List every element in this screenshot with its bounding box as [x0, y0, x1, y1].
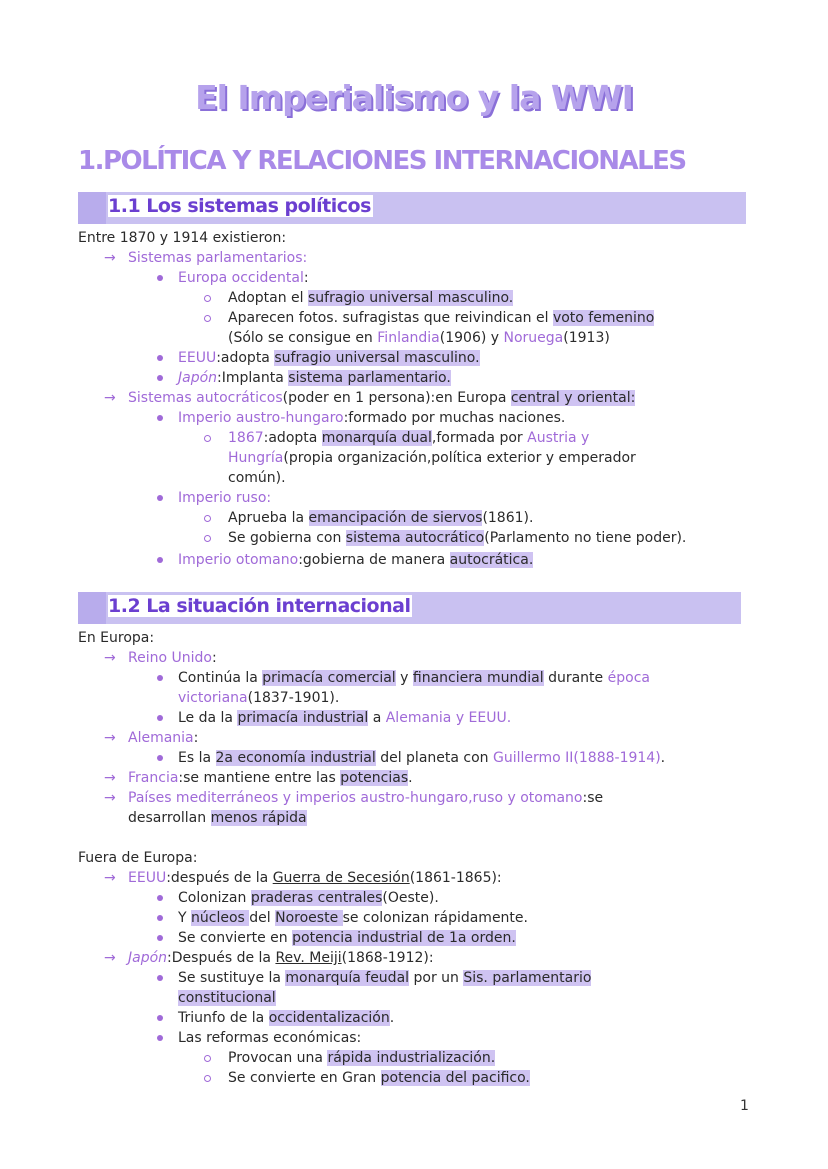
arrow-icon: → [104, 390, 116, 406]
label-fuera-europa: Fuera de Europa: [78, 850, 198, 866]
arrow-icon: → [104, 950, 116, 966]
label-eeuu: EEUU:después de la Guerra de Secesión(1861-1865): [128, 870, 502, 886]
bullet-icon [157, 935, 163, 941]
arrow-icon: → [104, 770, 116, 786]
page-number: 1 [740, 1098, 749, 1114]
arrow-icon: → [104, 250, 116, 266]
list-item-continuation: constitucional [178, 990, 276, 1006]
list-item: Se convierte en Gran potencia del pacifico. [228, 1070, 530, 1086]
list-item: Le da la primacía industrial a Alemania y EEUU. [178, 710, 512, 726]
label-japon: Japón:Después de la Rev. Meiji(1868-1912): [128, 950, 434, 966]
bullet-icon [157, 975, 163, 981]
list-item: Adoptan el sufragio universal masculino. [228, 290, 514, 306]
bullet-icon [157, 355, 163, 361]
label-parlamentarios: Sistemas parlamentarios: [128, 250, 308, 266]
list-item: Y núcleos del Noroeste se colonizan rápidamente. [178, 910, 528, 926]
circle-bullet-icon [204, 1055, 211, 1062]
subheading-marker [78, 592, 106, 624]
label-autocraticos: Sistemas autocráticos(poder en 1 persona):en Europa central y oriental: [128, 390, 636, 406]
label-francia: Francia:se mantiene entre las potencias. [128, 770, 413, 786]
circle-bullet-icon [204, 1075, 211, 1082]
circle-bullet-icon [204, 535, 211, 542]
bullet-icon [157, 495, 163, 501]
list-item: Se gobierna con sistema autocrático(Parlamento no tiene poder). [228, 530, 687, 546]
label-alemania: Alemania: [128, 730, 199, 746]
list-item: Las reformas económicas: [178, 1030, 362, 1046]
arrow-icon: → [104, 870, 116, 886]
bullet-icon [157, 915, 163, 921]
circle-bullet-icon [204, 515, 211, 522]
list-item-continuation: victoriana(1837-1901). [178, 690, 340, 706]
list-item: Continúa la primacía comercial y financiera mundial durante época [178, 670, 650, 686]
list-item-continuation: desarrollan menos rápida [128, 810, 307, 826]
bullet-icon [157, 275, 163, 281]
bullet-icon [157, 895, 163, 901]
arrow-icon: → [104, 730, 116, 746]
circle-bullet-icon [204, 295, 211, 302]
bullet-icon [157, 1015, 163, 1021]
list-item: Aparecen fotos. sufragistas que reivindican el voto femenino [228, 310, 655, 326]
list-item: Se convierte en potencia industrial de 1a orden. [178, 930, 516, 946]
bullet-icon [157, 557, 163, 563]
bullet-icon [157, 755, 163, 761]
circle-bullet-icon [204, 435, 211, 442]
list-item-continuation: Hungría(propia organización,política exterior y emperador [228, 450, 636, 466]
list-item: Japón:Implanta sistema parlamentario. [178, 370, 451, 386]
list-item: Es la 2a economía industrial del planeta con Guillermo II(1888-1914). [178, 750, 666, 766]
subheading-sistemas-politicos: 1.1 Los sistemas políticos [108, 195, 371, 217]
list-item: Europa occidental: [178, 270, 309, 286]
arrow-icon: → [104, 650, 116, 666]
list-item: 1867:adopta monarquía dual,formada por Austria y [228, 430, 590, 446]
list-item-continuation: común). [228, 470, 286, 486]
subheading-bar-situacion [78, 592, 741, 624]
list-item: Provocan una rápida industrialización. [228, 1050, 496, 1066]
intro-text: Entre 1870 y 1914 existieron: [78, 230, 287, 246]
subheading-situacion-internacional: 1.2 La situación internacional [108, 595, 411, 617]
list-item: Aprueba la emancipación de siervos(1861). [228, 510, 534, 526]
list-item: Triunfo de la occidentalización. [178, 1010, 395, 1026]
list-item: Se sustituye la monarquía feudal por un Sis. parlamentario [178, 970, 592, 986]
subheading-marker [78, 192, 106, 224]
list-item-continuation: (Sólo se consigue en Finlandia(1906) y Noruega(1913) [228, 330, 610, 346]
bullet-icon [157, 675, 163, 681]
label-paises: Países mediterráneos y imperios austro-hungaro,ruso y otomano:se [128, 790, 604, 806]
list-item: Imperio ruso: [178, 490, 272, 506]
bullet-icon [157, 715, 163, 721]
document-title: El Imperialismo y la WWI [195, 78, 633, 117]
label-reino-unido: Reino Unido: [128, 650, 217, 666]
label-en-europa: En Europa: [78, 630, 155, 646]
list-item: EEUU:adopta sufragio universal masculino. [178, 350, 480, 366]
list-item: Imperio otomano:gobierna de manera autocrática. [178, 552, 534, 568]
bullet-icon [157, 375, 163, 381]
bullet-icon [157, 1035, 163, 1041]
arrow-icon: → [104, 790, 116, 806]
list-item: Colonizan praderas centrales(Oeste). [178, 890, 439, 906]
bullet-icon [157, 415, 163, 421]
circle-bullet-icon [204, 315, 211, 322]
list-item: Imperio austro-hungaro:formado por muchas naciones. [178, 410, 566, 426]
subheading-bar-sistemas [78, 192, 746, 224]
section-heading-politica: 1.POLÍTICA Y RELACIONES INTERNACIONALES [78, 146, 686, 176]
